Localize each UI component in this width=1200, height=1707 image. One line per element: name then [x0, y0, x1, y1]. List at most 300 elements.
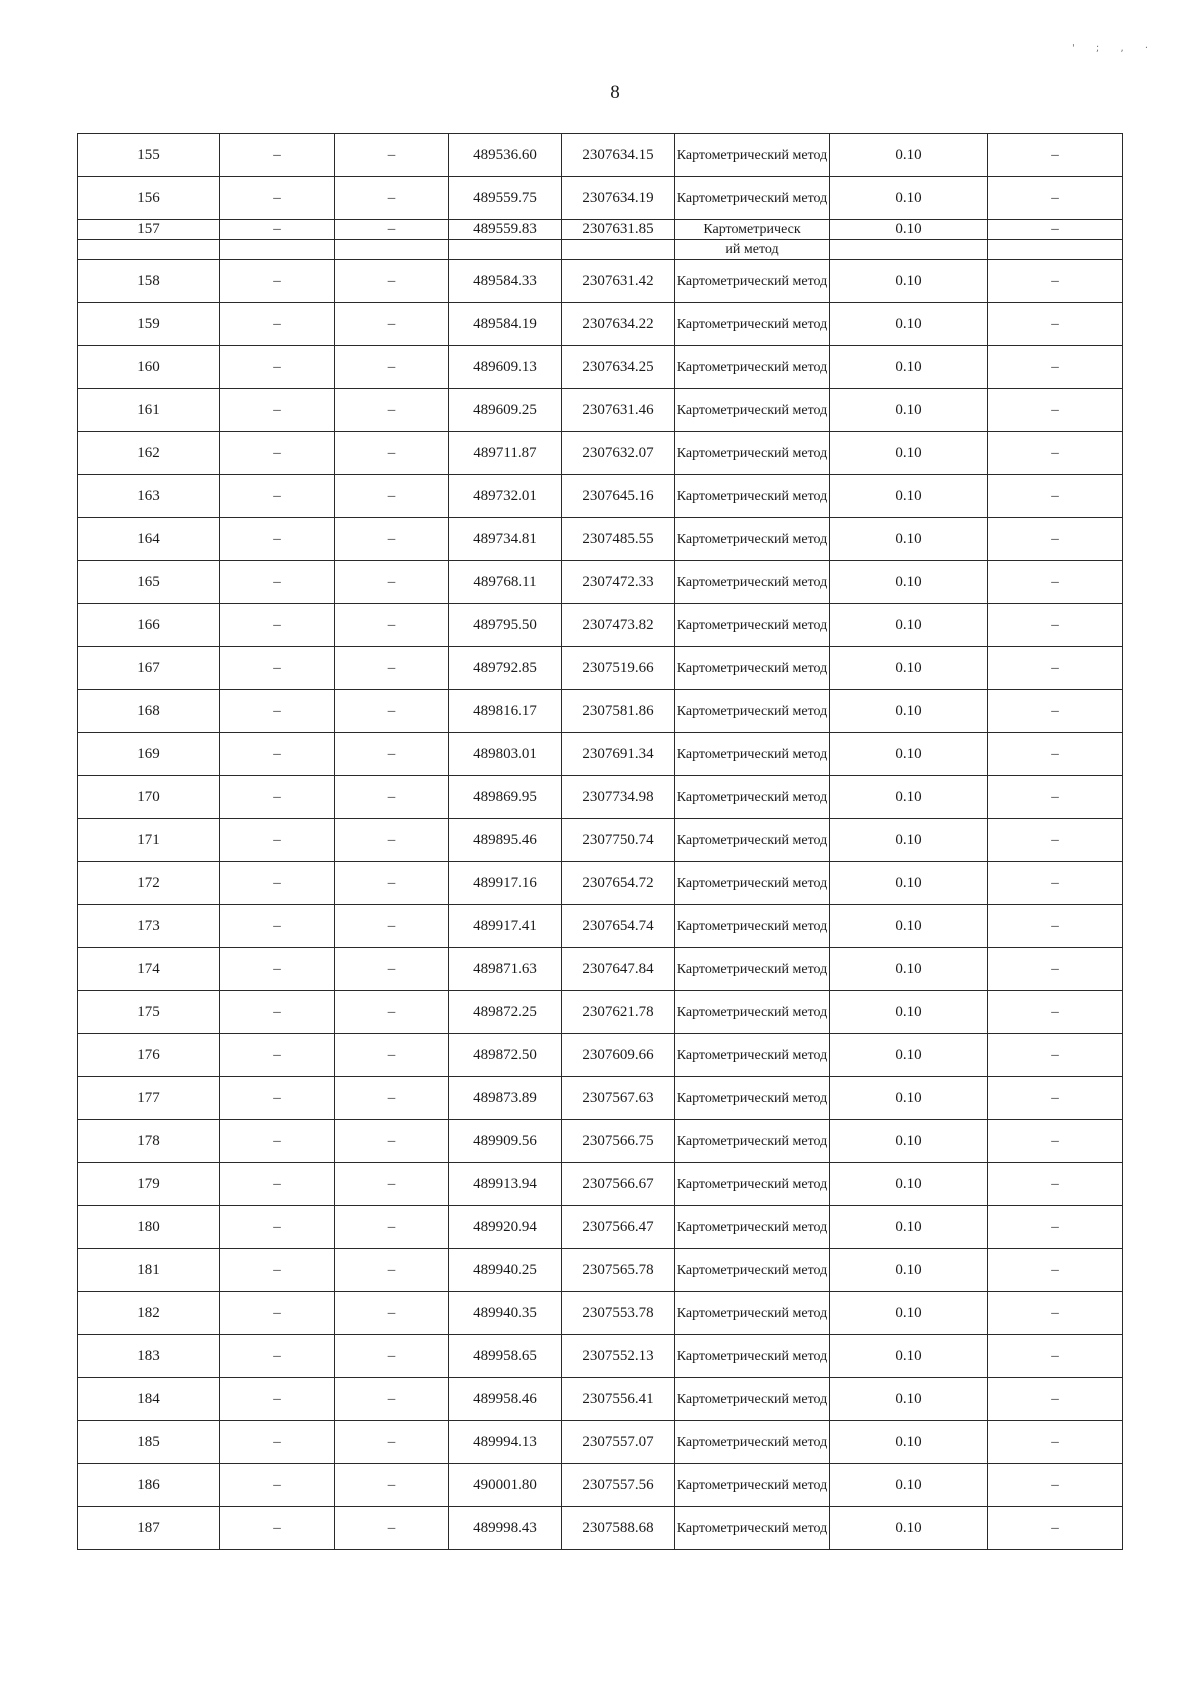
prev-x-cell: – — [220, 1507, 335, 1550]
method-cell: ий метод — [675, 240, 830, 260]
x-coordinate-cell: 489913.94 — [449, 1163, 562, 1206]
y-coordinate-cell — [562, 240, 675, 260]
prev-y-cell: – — [335, 733, 449, 776]
prev-y-cell: – — [335, 432, 449, 475]
prev-y-cell: – — [335, 1378, 449, 1421]
x-coordinate-cell: 489584.33 — [449, 260, 562, 303]
accuracy-cell: 0.10 — [830, 346, 988, 389]
note-cell: – — [988, 1421, 1123, 1464]
prev-x-cell: – — [220, 220, 335, 240]
note-cell: – — [988, 475, 1123, 518]
prev-x-cell: – — [220, 1464, 335, 1507]
note-cell: – — [988, 604, 1123, 647]
table-row — [78, 1292, 1123, 1335]
prev-y-cell — [335, 240, 449, 260]
table-row — [78, 1464, 1123, 1507]
prev-y-cell: – — [335, 1421, 449, 1464]
prev-y-cell: – — [335, 134, 449, 177]
accuracy-cell: 0.10 — [830, 862, 988, 905]
point-number-cell: 179 — [78, 1163, 220, 1206]
point-number-cell: 168 — [78, 690, 220, 733]
method-cell: Картометрический метод — [675, 1292, 830, 1335]
prev-y-cell: – — [335, 1120, 449, 1163]
x-coordinate-cell: 489609.25 — [449, 389, 562, 432]
accuracy-cell: 0.10 — [830, 1120, 988, 1163]
note-cell: – — [988, 948, 1123, 991]
accuracy-cell: 0.10 — [830, 177, 988, 220]
table-row — [78, 346, 1123, 389]
y-coordinate-cell: 2307691.34 — [562, 733, 675, 776]
note-cell: – — [988, 220, 1123, 240]
note-cell: – — [988, 1335, 1123, 1378]
point-number-cell: 155 — [78, 134, 220, 177]
y-coordinate-cell: 2307473.82 — [562, 604, 675, 647]
x-coordinate-cell: 489871.63 — [449, 948, 562, 991]
y-coordinate-cell: 2307645.16 — [562, 475, 675, 518]
prev-x-cell: – — [220, 1163, 335, 1206]
x-coordinate-cell: 489958.46 — [449, 1378, 562, 1421]
point-number-cell: 172 — [78, 862, 220, 905]
note-cell: – — [988, 905, 1123, 948]
x-coordinate-cell: 489734.81 — [449, 518, 562, 561]
point-number-cell: 156 — [78, 177, 220, 220]
y-coordinate-cell: 2307654.74 — [562, 905, 675, 948]
x-coordinate-cell: 489792.85 — [449, 647, 562, 690]
prev-x-cell: – — [220, 432, 335, 475]
y-coordinate-cell: 2307734.98 — [562, 776, 675, 819]
accuracy-cell: 0.10 — [830, 389, 988, 432]
note-cell: – — [988, 1163, 1123, 1206]
prev-x-cell: – — [220, 733, 335, 776]
x-coordinate-cell: 489994.13 — [449, 1421, 562, 1464]
y-coordinate-cell: 2307609.66 — [562, 1034, 675, 1077]
point-number-cell: 173 — [78, 905, 220, 948]
table-row — [78, 690, 1123, 733]
prev-x-cell: – — [220, 1335, 335, 1378]
point-number-cell: 176 — [78, 1034, 220, 1077]
accuracy-cell: 0.10 — [830, 604, 988, 647]
accuracy-cell: 0.10 — [830, 475, 988, 518]
prev-x-cell: – — [220, 905, 335, 948]
accuracy-cell: 0.10 — [830, 561, 988, 604]
x-coordinate-cell: 489559.75 — [449, 177, 562, 220]
method-cell: Картометрический метод — [675, 475, 830, 518]
accuracy-cell: 0.10 — [830, 1249, 988, 1292]
x-coordinate-cell: 489732.01 — [449, 475, 562, 518]
y-coordinate-cell: 2307553.78 — [562, 1292, 675, 1335]
prev-x-cell: – — [220, 260, 335, 303]
y-coordinate-cell: 2307634.19 — [562, 177, 675, 220]
table-row — [78, 389, 1123, 432]
prev-x-cell: – — [220, 1077, 335, 1120]
accuracy-cell: 0.10 — [830, 948, 988, 991]
table-row — [78, 991, 1123, 1034]
prev-x-cell: – — [220, 1206, 335, 1249]
note-cell: – — [988, 177, 1123, 220]
accuracy-cell — [830, 240, 988, 260]
method-cell: Картометрический метод — [675, 1507, 830, 1550]
note-cell: – — [988, 518, 1123, 561]
accuracy-cell: 0.10 — [830, 432, 988, 475]
point-number-cell: 174 — [78, 948, 220, 991]
point-number-cell: 169 — [78, 733, 220, 776]
point-number-cell: 165 — [78, 561, 220, 604]
accuracy-cell: 0.10 — [830, 1292, 988, 1335]
table-row — [78, 604, 1123, 647]
method-cell: Картометрический метод — [675, 1464, 830, 1507]
note-cell: – — [988, 561, 1123, 604]
x-coordinate-cell: 489869.95 — [449, 776, 562, 819]
prev-y-cell: – — [335, 1507, 449, 1550]
note-cell: – — [988, 1077, 1123, 1120]
accuracy-cell: 0.10 — [830, 690, 988, 733]
x-coordinate-cell: 489917.41 — [449, 905, 562, 948]
method-cell: Картометрический метод — [675, 1120, 830, 1163]
note-cell: – — [988, 1464, 1123, 1507]
y-coordinate-cell: 2307566.47 — [562, 1206, 675, 1249]
method-cell: Картометрический метод — [675, 1077, 830, 1120]
method-cell: Картометрический метод — [675, 647, 830, 690]
accuracy-cell: 0.10 — [830, 647, 988, 690]
point-number-cell: 183 — [78, 1335, 220, 1378]
table-row — [78, 303, 1123, 346]
prev-y-cell: – — [335, 220, 449, 240]
method-cell: Картометрический метод — [675, 432, 830, 475]
method-cell: Картометрическ — [675, 220, 830, 240]
x-coordinate-cell: 489940.35 — [449, 1292, 562, 1335]
x-coordinate-cell: 489940.25 — [449, 1249, 562, 1292]
prev-y-cell: – — [335, 561, 449, 604]
table-row — [78, 647, 1123, 690]
x-coordinate-cell: 489958.65 — [449, 1335, 562, 1378]
point-number-cell: 159 — [78, 303, 220, 346]
y-coordinate-cell: 2307621.78 — [562, 991, 675, 1034]
y-coordinate-cell: 2307552.13 — [562, 1335, 675, 1378]
y-coordinate-cell: 2307485.55 — [562, 518, 675, 561]
table-row — [78, 475, 1123, 518]
note-cell: – — [988, 260, 1123, 303]
prev-y-cell: – — [335, 1464, 449, 1507]
table-row — [78, 1034, 1123, 1077]
method-cell: Картометрический метод — [675, 776, 830, 819]
point-number-cell: 180 — [78, 1206, 220, 1249]
x-coordinate-cell: 489803.01 — [449, 733, 562, 776]
note-cell: – — [988, 690, 1123, 733]
method-cell: Картометрический метод — [675, 346, 830, 389]
accuracy-cell: 0.10 — [830, 1335, 988, 1378]
prev-y-cell: – — [335, 991, 449, 1034]
accuracy-cell: 0.10 — [830, 518, 988, 561]
prev-y-cell: – — [335, 260, 449, 303]
table-row — [78, 1335, 1123, 1378]
prev-x-cell: – — [220, 177, 335, 220]
y-coordinate-cell: 2307634.15 — [562, 134, 675, 177]
point-number-cell: 178 — [78, 1120, 220, 1163]
note-cell: – — [988, 1034, 1123, 1077]
note-cell: – — [988, 991, 1123, 1034]
point-number-cell: 186 — [78, 1464, 220, 1507]
prev-x-cell: – — [220, 346, 335, 389]
point-number-cell: 184 — [78, 1378, 220, 1421]
method-cell: Картометрический метод — [675, 134, 830, 177]
method-cell: Картометрический метод — [675, 1421, 830, 1464]
prev-x-cell: – — [220, 604, 335, 647]
accuracy-cell: 0.10 — [830, 905, 988, 948]
y-coordinate-cell: 2307567.63 — [562, 1077, 675, 1120]
accuracy-cell: 0.10 — [830, 1507, 988, 1550]
table-row — [78, 776, 1123, 819]
x-coordinate-cell: 489872.25 — [449, 991, 562, 1034]
point-number-cell: 160 — [78, 346, 220, 389]
method-cell: Картометрический метод — [675, 819, 830, 862]
y-coordinate-cell: 2307654.72 — [562, 862, 675, 905]
prev-x-cell: – — [220, 1120, 335, 1163]
prev-y-cell: – — [335, 905, 449, 948]
prev-x-cell: – — [220, 991, 335, 1034]
y-coordinate-cell: 2307566.75 — [562, 1120, 675, 1163]
x-coordinate-cell: 489895.46 — [449, 819, 562, 862]
accuracy-cell: 0.10 — [830, 819, 988, 862]
point-number-cell: 175 — [78, 991, 220, 1034]
note-cell: – — [988, 1378, 1123, 1421]
point-number-cell: 177 — [78, 1077, 220, 1120]
y-coordinate-cell: 2307556.41 — [562, 1378, 675, 1421]
prev-y-cell: – — [335, 1034, 449, 1077]
prev-y-cell: – — [335, 647, 449, 690]
y-coordinate-cell: 2307634.25 — [562, 346, 675, 389]
method-cell: Картометрический метод — [675, 733, 830, 776]
prev-y-cell: – — [335, 346, 449, 389]
point-number-cell: 185 — [78, 1421, 220, 1464]
accuracy-cell: 0.10 — [830, 1077, 988, 1120]
note-cell — [988, 240, 1123, 260]
method-cell: Картометрический метод — [675, 561, 830, 604]
prev-x-cell: – — [220, 690, 335, 733]
y-coordinate-cell: 2307750.74 — [562, 819, 675, 862]
method-cell: Картометрический метод — [675, 1249, 830, 1292]
y-coordinate-cell: 2307634.22 — [562, 303, 675, 346]
point-number-cell — [78, 240, 220, 260]
method-cell: Картометрический метод — [675, 1378, 830, 1421]
point-number-cell: 170 — [78, 776, 220, 819]
prev-x-cell: – — [220, 475, 335, 518]
y-coordinate-cell: 2307647.84 — [562, 948, 675, 991]
prev-y-cell: – — [335, 303, 449, 346]
table-row — [78, 819, 1123, 862]
note-cell: – — [988, 346, 1123, 389]
prev-y-cell: – — [335, 776, 449, 819]
table-row — [78, 134, 1123, 177]
point-number-cell: 161 — [78, 389, 220, 432]
x-coordinate-cell: 489768.11 — [449, 561, 562, 604]
prev-y-cell: – — [335, 389, 449, 432]
table-row — [78, 177, 1123, 220]
accuracy-cell: 0.10 — [830, 1421, 988, 1464]
accuracy-cell: 0.10 — [830, 1464, 988, 1507]
table-row — [78, 1077, 1123, 1120]
note-cell: – — [988, 1507, 1123, 1550]
prev-x-cell: – — [220, 518, 335, 561]
x-coordinate-cell: 489909.56 — [449, 1120, 562, 1163]
prev-x-cell: – — [220, 561, 335, 604]
prev-y-cell: – — [335, 948, 449, 991]
table-row — [78, 220, 1123, 240]
y-coordinate-cell: 2307519.66 — [562, 647, 675, 690]
accuracy-cell: 0.10 — [830, 1163, 988, 1206]
prev-x-cell: – — [220, 776, 335, 819]
x-coordinate-cell: 489873.89 — [449, 1077, 562, 1120]
y-coordinate-cell: 2307588.68 — [562, 1507, 675, 1550]
x-coordinate-cell: 489920.94 — [449, 1206, 562, 1249]
point-number-cell: 162 — [78, 432, 220, 475]
note-cell: – — [988, 134, 1123, 177]
method-cell: Картометрический метод — [675, 1034, 830, 1077]
table-row — [78, 905, 1123, 948]
method-cell: Картометрический метод — [675, 177, 830, 220]
x-coordinate-cell: 489609.13 — [449, 346, 562, 389]
table-row — [78, 1249, 1123, 1292]
accuracy-cell: 0.10 — [830, 1378, 988, 1421]
y-coordinate-cell: 2307472.33 — [562, 561, 675, 604]
point-number-cell: 187 — [78, 1507, 220, 1550]
x-coordinate-cell: 489559.83 — [449, 220, 562, 240]
table-row — [78, 1421, 1123, 1464]
table-row — [78, 518, 1123, 561]
table-row — [78, 1120, 1123, 1163]
table-row — [78, 1163, 1123, 1206]
note-cell: – — [988, 1120, 1123, 1163]
accuracy-cell: 0.10 — [830, 260, 988, 303]
table-row — [78, 1206, 1123, 1249]
method-cell: Картометрический метод — [675, 518, 830, 561]
table-row — [78, 1378, 1123, 1421]
point-number-cell: 181 — [78, 1249, 220, 1292]
prev-y-cell: – — [335, 1292, 449, 1335]
note-cell: – — [988, 1249, 1123, 1292]
prev-x-cell — [220, 240, 335, 260]
prev-x-cell: – — [220, 1034, 335, 1077]
prev-y-cell: – — [335, 1206, 449, 1249]
prev-y-cell: – — [335, 862, 449, 905]
prev-x-cell: – — [220, 819, 335, 862]
point-number-cell: 157 — [78, 220, 220, 240]
x-coordinate-cell: 489795.50 — [449, 604, 562, 647]
table-row — [78, 561, 1123, 604]
y-coordinate-cell: 2307631.85 — [562, 220, 675, 240]
table-row — [78, 260, 1123, 303]
prev-x-cell: – — [220, 303, 335, 346]
note-cell: – — [988, 733, 1123, 776]
x-coordinate-cell: 489584.19 — [449, 303, 562, 346]
prev-y-cell: – — [335, 819, 449, 862]
y-coordinate-cell: 2307557.56 — [562, 1464, 675, 1507]
method-cell: Картометрический метод — [675, 862, 830, 905]
page-number: 8 — [610, 82, 620, 103]
y-coordinate-cell: 2307581.86 — [562, 690, 675, 733]
y-coordinate-cell: 2307557.07 — [562, 1421, 675, 1464]
prev-x-cell: – — [220, 1292, 335, 1335]
y-coordinate-cell: 2307632.07 — [562, 432, 675, 475]
prev-y-cell: – — [335, 1335, 449, 1378]
prev-y-cell: – — [335, 690, 449, 733]
prev-y-cell: – — [335, 1163, 449, 1206]
scan-artifact-marks: ' ; , · — [1072, 43, 1158, 54]
prev-y-cell: – — [335, 1249, 449, 1292]
note-cell: – — [988, 647, 1123, 690]
method-cell: Картометрический метод — [675, 389, 830, 432]
prev-x-cell: – — [220, 1249, 335, 1292]
point-number-cell: 167 — [78, 647, 220, 690]
accuracy-cell: 0.10 — [830, 220, 988, 240]
prev-x-cell: – — [220, 862, 335, 905]
prev-x-cell: – — [220, 1421, 335, 1464]
accuracy-cell: 0.10 — [830, 733, 988, 776]
x-coordinate-cell — [449, 240, 562, 260]
note-cell: – — [988, 389, 1123, 432]
method-cell: Картометрический метод — [675, 260, 830, 303]
prev-y-cell: – — [335, 1077, 449, 1120]
table-row — [78, 1507, 1123, 1550]
method-cell: Картометрический метод — [675, 1335, 830, 1378]
point-number-cell: 164 — [78, 518, 220, 561]
method-cell: Картометрический метод — [675, 1206, 830, 1249]
x-coordinate-cell: 489536.60 — [449, 134, 562, 177]
accuracy-cell: 0.10 — [830, 1206, 988, 1249]
prev-y-cell: – — [335, 177, 449, 220]
x-coordinate-cell: 489917.16 — [449, 862, 562, 905]
x-coordinate-cell: 489998.43 — [449, 1507, 562, 1550]
note-cell: – — [988, 776, 1123, 819]
note-cell: – — [988, 819, 1123, 862]
accuracy-cell: 0.10 — [830, 134, 988, 177]
point-number-cell: 158 — [78, 260, 220, 303]
y-coordinate-cell: 2307631.46 — [562, 389, 675, 432]
x-coordinate-cell: 490001.80 — [449, 1464, 562, 1507]
point-number-cell: 163 — [78, 475, 220, 518]
x-coordinate-cell: 489816.17 — [449, 690, 562, 733]
note-cell: – — [988, 1206, 1123, 1249]
prev-x-cell: – — [220, 389, 335, 432]
x-coordinate-cell: 489872.50 — [449, 1034, 562, 1077]
prev-y-cell: – — [335, 475, 449, 518]
accuracy-cell: 0.10 — [830, 776, 988, 819]
accuracy-cell: 0.10 — [830, 991, 988, 1034]
table-row — [78, 862, 1123, 905]
x-coordinate-cell: 489711.87 — [449, 432, 562, 475]
note-cell: – — [988, 1292, 1123, 1335]
method-cell: Картометрический метод — [675, 905, 830, 948]
accuracy-cell: 0.10 — [830, 303, 988, 346]
y-coordinate-cell: 2307565.78 — [562, 1249, 675, 1292]
table-row — [78, 240, 1123, 260]
table-row — [78, 948, 1123, 991]
method-cell: Картометрический метод — [675, 604, 830, 647]
method-cell: Картометрический метод — [675, 1163, 830, 1206]
table-row — [78, 733, 1123, 776]
point-number-cell: 182 — [78, 1292, 220, 1335]
prev-x-cell: – — [220, 1378, 335, 1421]
point-number-cell: 166 — [78, 604, 220, 647]
prev-x-cell: – — [220, 948, 335, 991]
y-coordinate-cell: 2307631.42 — [562, 260, 675, 303]
accuracy-cell: 0.10 — [830, 1034, 988, 1077]
prev-x-cell: – — [220, 134, 335, 177]
note-cell: – — [988, 862, 1123, 905]
point-number-cell: 171 — [78, 819, 220, 862]
prev-x-cell: – — [220, 647, 335, 690]
coordinates-table — [77, 133, 1123, 1550]
prev-y-cell: – — [335, 604, 449, 647]
